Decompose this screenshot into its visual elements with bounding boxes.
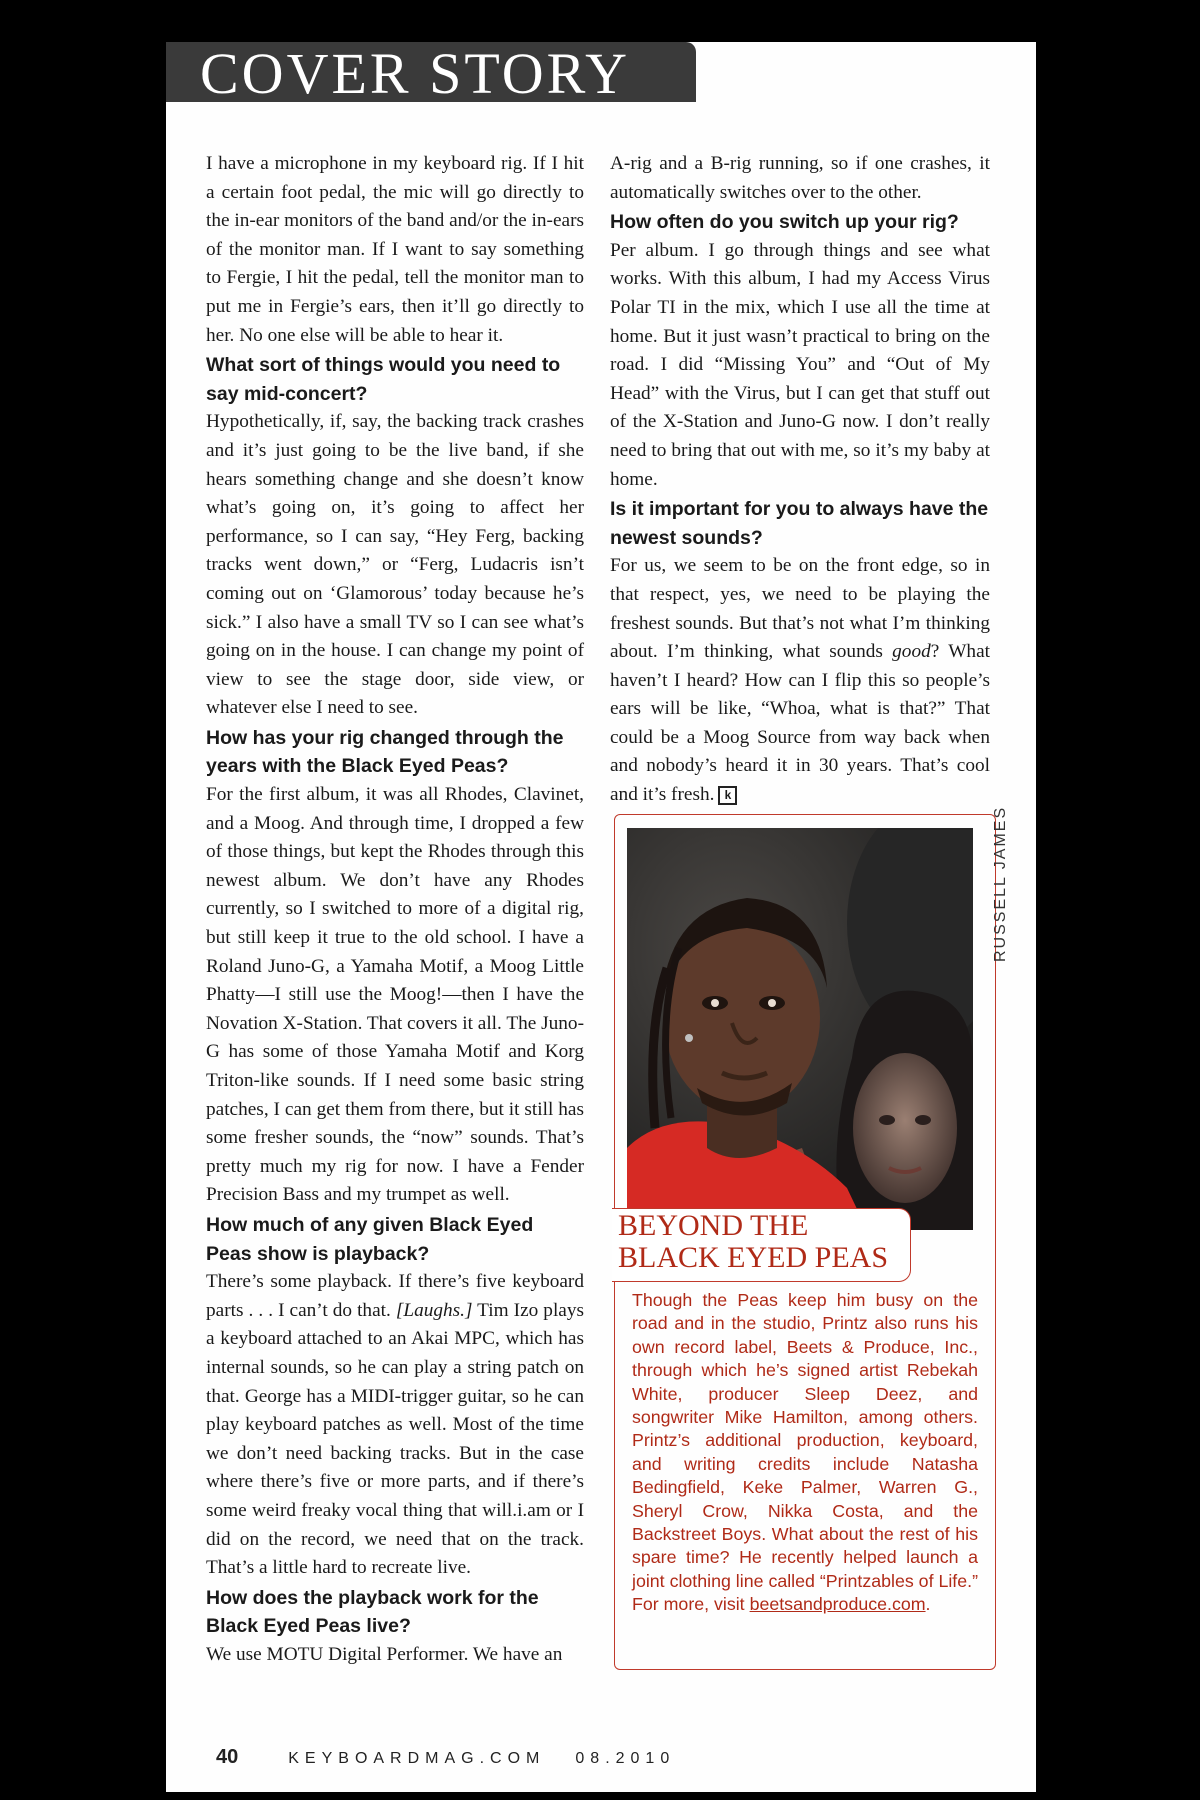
sidebar-punctuation: . [925,1594,931,1615]
text-run: ? What haven’t I heard? How can I flip this so people’s ears will be like, “Whoa, what is that?” That could be a Moog Source from way back when and nobody’s heard it in 30 years. That’s cool and it’s fresh. [610,641,990,806]
photo-credit: RUSSELL JAMES [992,805,1009,962]
section-title: COVER STORY [200,42,630,106]
article-column-right [610,150,990,810]
page-number: 40 [216,1746,239,1768]
emphasis: good [892,641,931,663]
article-paragraph: For the first album, it was all Rhodes, Clavinet, and a Moog. And through time, I dropped a few of those things, but kept the Rhodes through this newest album. We don’t have any Rhodes currently, so I switched to more of a digital rig, but still keep it true to the old school. I have a Roland Juno-G, a Yamaha Motif, a Moog Little Phatty—I still use the Moog!—then I have the Novation X-Station. That covers it all. The Juno-G has some of those Yamaha Motif and Korg Triton-like sounds. If I need some basic string patches, I can get them from there, but it still has some fresher sounds, the “now” sounds. That’s pretty much my rig for now. I have a Fender Precision Bass and my trumpet as well. [206,784,584,1206]
section-banner [166,42,696,106]
interview-question: How has your rig changed through the years with the Black Eyed Peas? [206,726,564,778]
sidebar-title-line: BLACK EYED PEAS [618,1241,889,1274]
article-paragraph [610,552,990,809]
sidebar-text [632,1289,978,1617]
article-paragraph: A-rig and a B-rig running, so if one crashes, it automatically switches over to the other. [610,153,990,203]
sidebar-paragraph: Though the Peas keep him busy on the road and in the studio, Printz also runs his own record label, Beets & Produce, Inc., through which he’s signed artist Rebekah White, producer Sleep Deez, and songwriter Mike Hamilton, among others. Printz’s additional production, keyboard, and writing credits include Natasha Bedingfield, Keke Palmer, Warren G., Sheryl Crow, Nikka Costa, and the Backstreet Boys. What about the rest of his spare time? He recently helped launch a joint clothing line called “Printzables of Life.” For more, visit [632,1290,978,1615]
article-paragraph: Hypothetically, if, say, the backing track crashes and it’s just going to be the live band, if she hears something change and she doesn’t know what’s going on, it’s going to affect her performance, so I can say, “Hey Ferg, backing tracks went down,” or “Ferg, Ludacris isn’t coming out on ‘Glamorous’ today because he’s sick.” I also have a small TV so I can see what’s going on in the house. I can change my point of view to see the stage door, side view, or whatever else I need to see. [206,411,584,719]
article-paragraph: We use MOTU Digital Performer. We have an [206,1643,563,1665]
page-footer [216,1746,675,1769]
portrait-illustration [627,828,973,1230]
article-paragraph [206,1268,584,1583]
interview-question: How does the playback work for the Black Eyed Peas live? [206,1586,539,1638]
interview-question: What sort of things would you need to say mid-concert? [206,354,561,405]
article-paragraph: Per album. I go through things and see what works. With this album, I had my Access Virus Polar TI in the mix, which I use all the time at home. But it just wasn’t practical to bring on the road. I did “Missing You” and “Out of My Head” with the Virus, but I can get that stuff out of the X-Station and Juno-G now. I don’t really need to bring that out with me, so it’s my baby at home. [610,239,990,490]
website-link[interactable]: beetsandproduce.com [749,1594,926,1615]
text-run: There’s some playback. If there’s five keyboard parts . . . I can’t do that. [206,1271,584,1321]
portrait-photo [627,828,973,1230]
end-of-article-icon: k [718,786,737,805]
magazine-website: KEYBOARDMAG.COM [288,1750,546,1767]
sidebar-title-line: BEYOND THE [618,1209,809,1242]
interview-question: How much of any given Black Eyed Peas show is playback? [206,1213,534,1265]
stage-direction: [Laughs.] [395,1299,473,1321]
sidebar-title [618,1210,918,1274]
interview-question: How often do you switch up your rig? [610,211,959,234]
magazine-page [166,42,1036,1792]
interview-question: Is it important for you to always have the newest sounds? [610,498,989,549]
text-run: Tim Izo plays a keyboard attached to an Akai MPC, which has internal sounds, so he can play a string patch on that. George has a MIDI-trigger guitar, so he can play keyboard patches as well. Most of the time we don’t need backing tracks. But in the case where there’s five or more parts, and if there’s some weird freaky vocal thing that will.i.am or I did on the record, we need that on the track. That’s a little hard to recreate live. [206,1299,584,1579]
article-column-left [206,150,584,1669]
article-paragraph: I have a microphone in my keyboard rig. If I hit a certain foot pedal, the mic will go directly to the in-ear monitors of the band and/or the in-ears of the monitor man. If I want to say something to Fergie, I hit the pedal, tell the monitor man to put me in Fergie’s ears, then it’ll go directly to her. No one else will be able to hear it. [206,153,584,346]
text-run: For us, we seem to be on the front edge, so in that respect, yes, we need to be playing the freshest sounds. But that’s not what I’m thinking about. I’m thinking, what sounds [610,555,990,663]
issue-date: 08.2010 [575,1750,676,1767]
